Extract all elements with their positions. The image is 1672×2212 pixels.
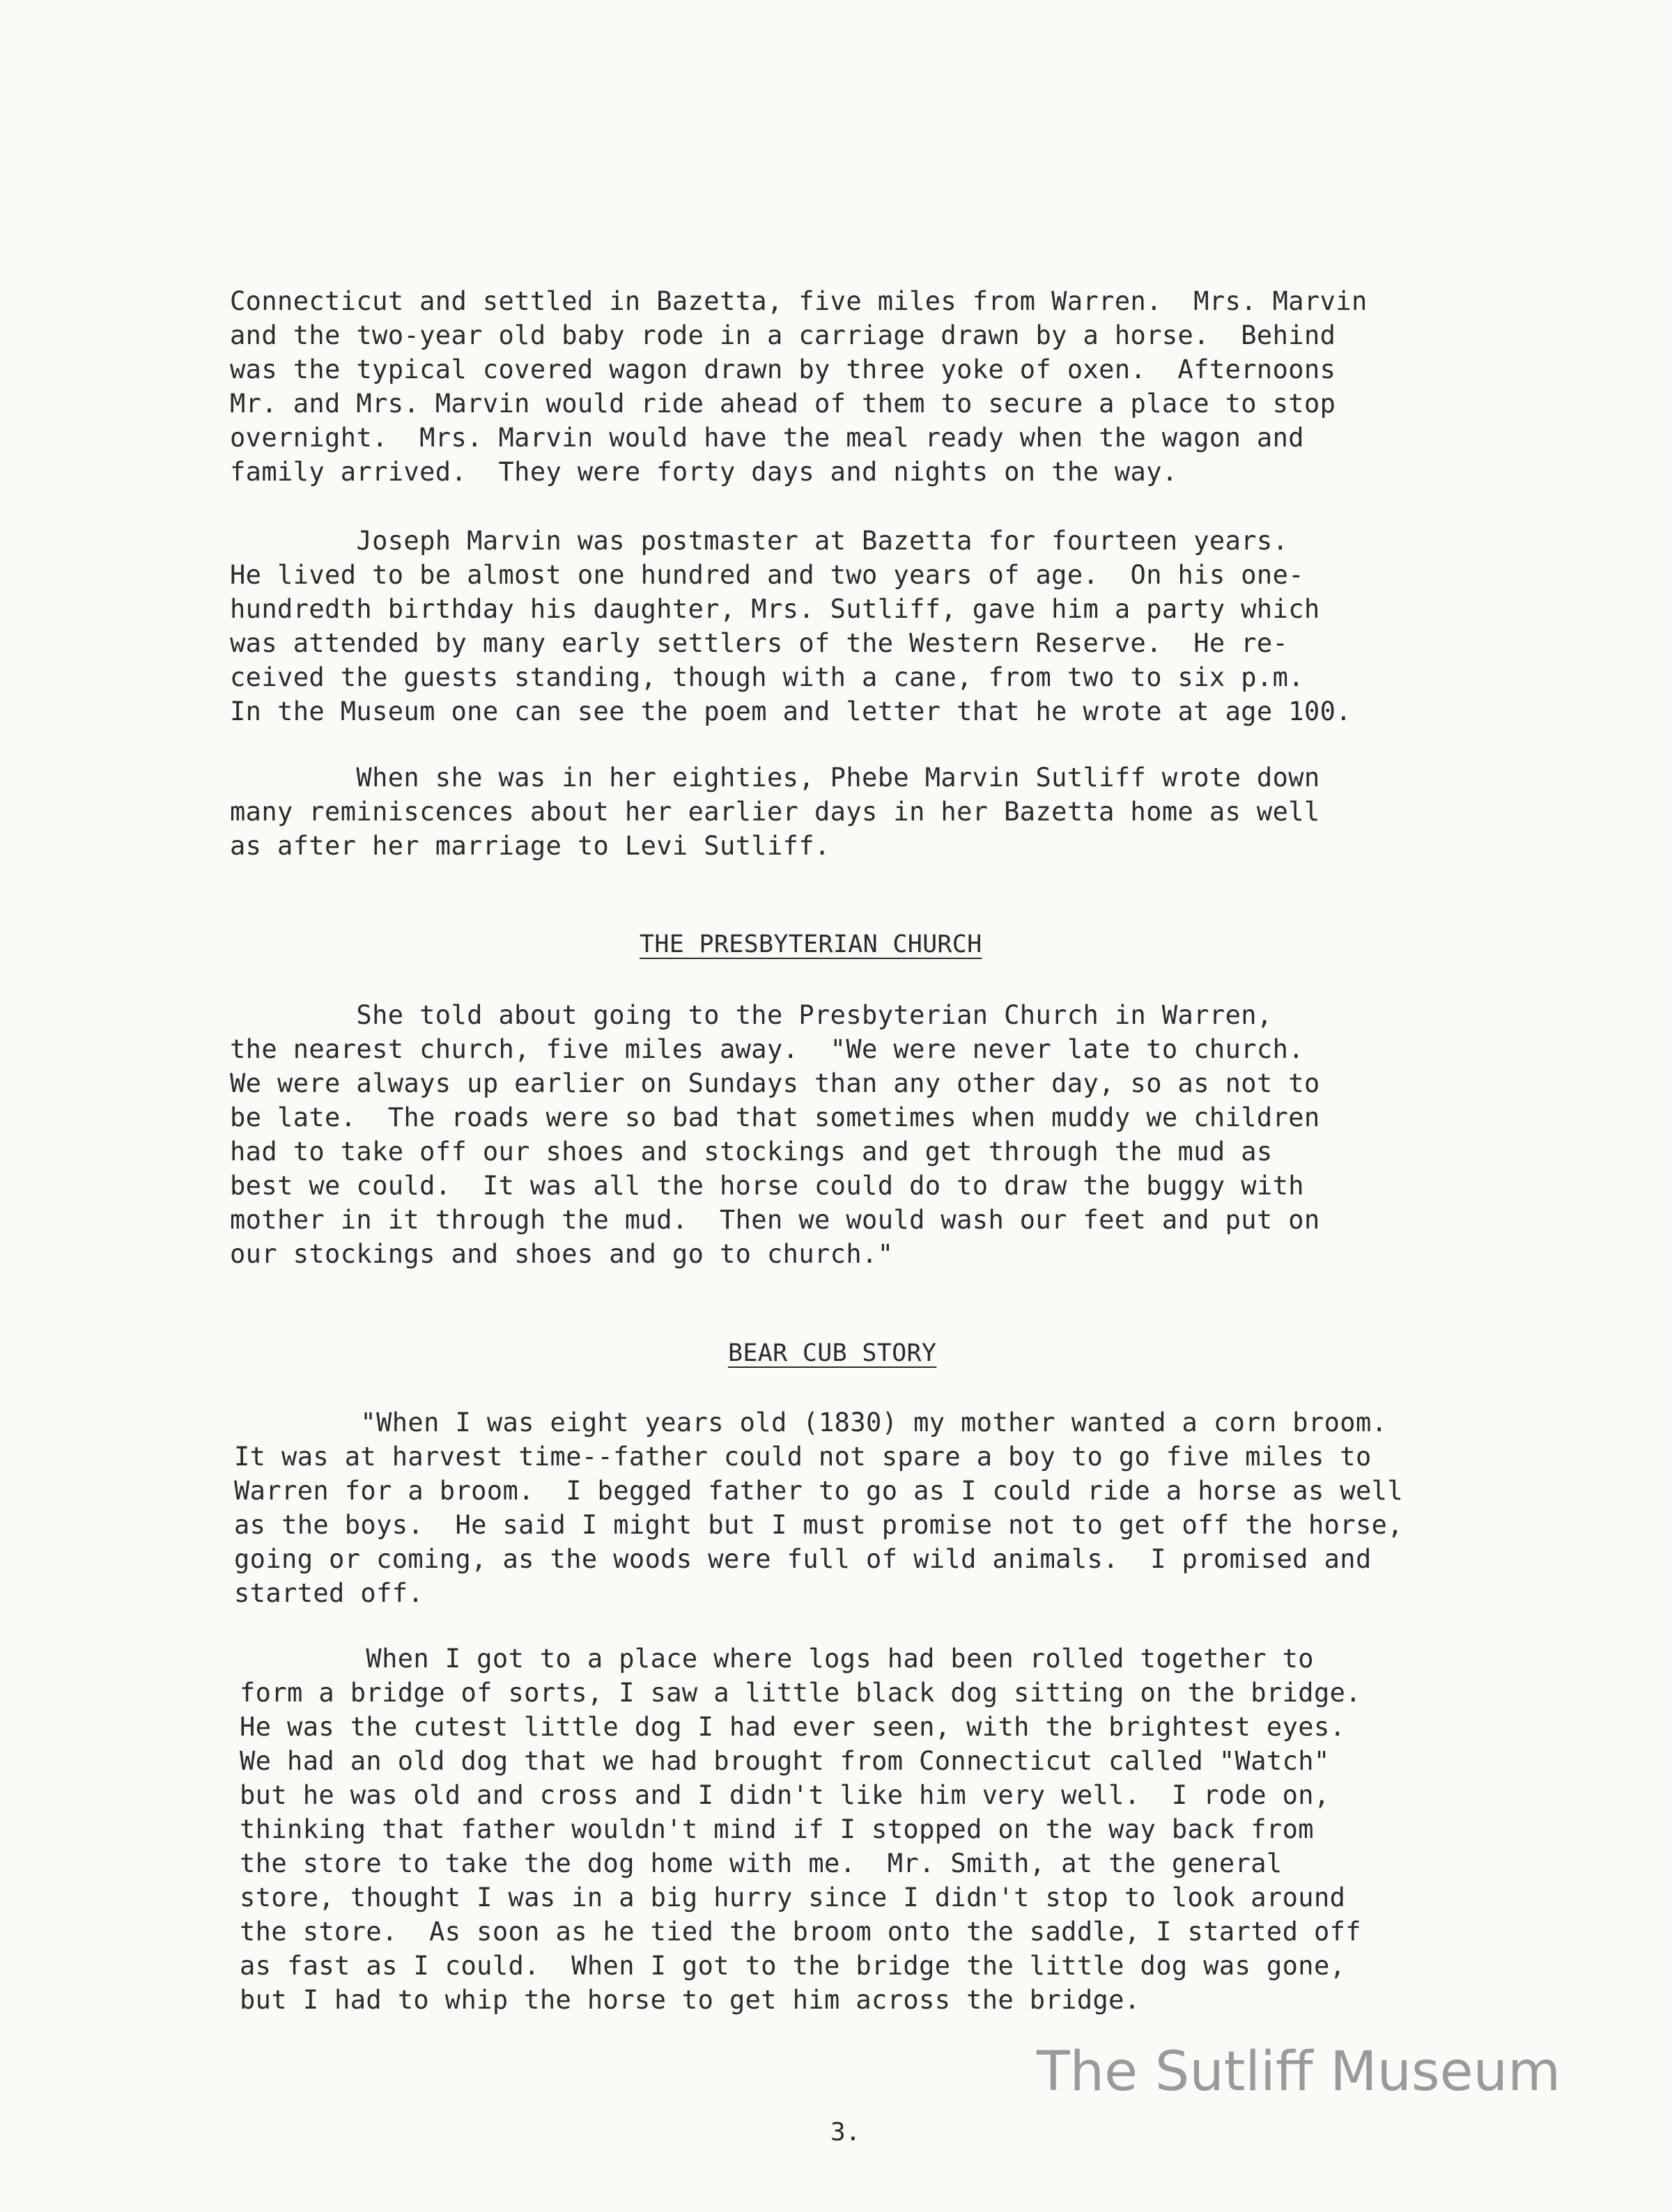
paragraph-little-black-dog: When I got to a place where logs had been rolled together to form a bridge of sorts, I saw a little black dog sitting on the bridge. He was the cutest little dog I had ever seen, with the brightest eyes. We had an old dog that we had brought from Connecticut called "Watch" but he was old and cross and I didn't like him very well. I rode on, thinking that father wouldn't mind if I stopped on the way back from the store to take the dog home with me. Mr. Smith, at the general store, thought I was in a big hurry since I didn't stop to look around the store. As soon as he tied the broom onto the saddle, I started off as fast as I could. When I got to the bridge the little dog was gone, but I had to whip the horse to get him across the bridge. [240, 1644, 1361, 2015]
paragraph-corn-broom: "When I was eight years old (1830) my mother wanted a corn broom. It was at harvest time--father could not spare a boy to go five miles to Warren for a broom. I begged father to go as I could ride a horse as well as the boys. He said I might but I must promise not to get off the horse, going or coming, as the woods were full of wild animals. I promised and started off. [234, 1408, 1404, 1608]
museum-watermark: The Sutliff Museum [1037, 2041, 1561, 2103]
paragraph-joseph-marvin: Joseph Marvin was postmaster at Bazetta for fourteen years. He lived to be almost one hundred and two years of age. On his one- hundredth birthday his daughter, Mrs. Sutliff, gave him a party which was attended by many early settlers of the Western Reserve. He re- ceived the guests standing, though with a cane, from two to six p.m. In the Museum one can see the poem and letter that he wrote at age 100. [230, 526, 1352, 726]
paragraph-marvin-journey: Connecticut and settled in Bazetta, five miles from Warren. Mrs. Marvin and the two-year old baby rode in a carriage drawn by a horse. Behind was the typical covered wagon drawn by three yoke of oxen. Afternoons Mr. and Mrs. Marvin would ride ahead of them to secure a place to stop overnight. Mrs. Marvin would have the meal ready when the wagon and family arrived. They were forty days and nights on the way. [230, 286, 1368, 487]
page-number: 3. [830, 2118, 861, 2147]
paragraph-church-story: She told about going to the Presbyterian Church in Warren, the nearest church, five miles away. "We were never late to church. We were always up earlier on Sundays than any other day, so as not to be late. The roads were so bad that sometimes when muddy we children had to take off our shoes and stockings and get through the mud as best we could. It was all the horse could do to draw the buggy with mother in it through the mud. Then we would wash our feet and put on our stockings and shoes and go to church." [230, 1000, 1320, 1269]
paragraph-reminiscences: When she was in her eighties, Phebe Marvin Sutliff wrote down many reminiscences about her earlier days in her Bazetta home as well as after her marriage to Levi Sutliff. [230, 763, 1320, 861]
heading-bear-cub-story: BEAR CUB STORY [728, 1339, 937, 1367]
heading-presbyterian-church: THE PRESBYTERIAN CHURCH [640, 930, 982, 958]
